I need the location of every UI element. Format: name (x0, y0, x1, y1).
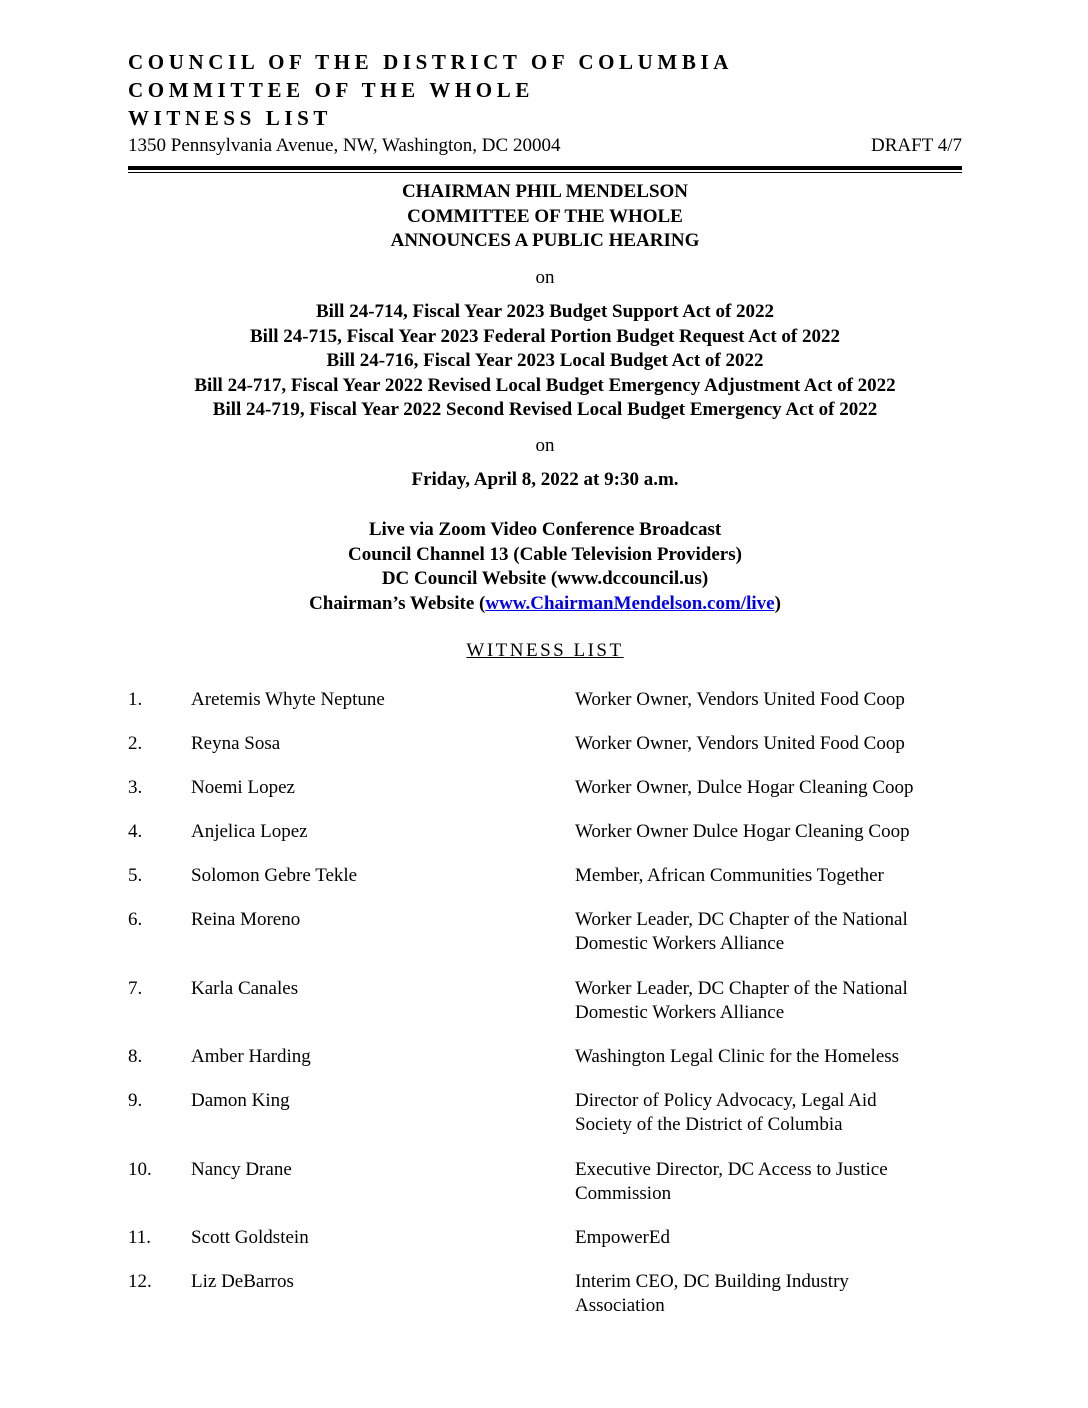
bill-item: Bill 24-717, Fiscal Year 2022 Revised Local Budget Emergency Adjustment Act of 2022 (194, 374, 896, 396)
witness-name: Nancy Drane (191, 1159, 292, 1180)
hearing-datetime: Friday, April 8, 2022 at 9:30 a.m. (411, 469, 679, 490)
witness-name: Scott Goldstein (191, 1227, 309, 1248)
witness-number: 12. (128, 1271, 152, 1292)
bill-item: Bill 24-714, Fiscal Year 2023 Budget Support Act of 2022 (315, 301, 775, 322)
affiliation-line: Domestic Workers Alliance (575, 933, 785, 954)
broadcast-line: Council Channel 13 (Cable Television Providers) (348, 543, 742, 565)
witness-affiliation (575, 977, 975, 1025)
witness-number: 11. (128, 1227, 152, 1248)
broadcast-line: DC Council Website (www.dccouncil.us) (381, 568, 709, 589)
witness-affiliation (575, 864, 975, 888)
witness-number: 9. (128, 1090, 143, 1111)
affiliation-line: Member, African Communities Together (575, 865, 884, 886)
witness-affiliation (575, 1226, 975, 1250)
broadcast-info (128, 518, 962, 616)
committee-line: COMMITTEE OF THE WHOLE (407, 205, 683, 227)
document-page (128, 48, 962, 1316)
affiliation-line: Worker Owner, Vendors United Food Coop (575, 689, 905, 710)
witness-number: 8. (128, 1046, 143, 1067)
witness-name: Reyna Sosa (191, 733, 281, 754)
witness-number: 4. (128, 821, 143, 842)
witness-affiliation (575, 1045, 975, 1069)
witness-name: Karla Canales (191, 978, 299, 999)
witness-name: Reina Moreno (191, 909, 301, 930)
affiliation-line: Association (575, 1295, 665, 1316)
affiliation-line: Society of the District of Columbia (575, 1114, 843, 1135)
broadcast-line: Live via Zoom Video Conference Broadcast (368, 519, 722, 540)
witness-number: 1. (128, 689, 143, 710)
witness-affiliation (575, 1158, 975, 1206)
affiliation-line: EmpowerEd (575, 1227, 670, 1248)
witness-affiliation (575, 732, 975, 756)
witness-number: 10. (128, 1159, 152, 1180)
on-text-1: on (535, 267, 555, 288)
affiliation-line: Executive Director, DC Access to Justice (575, 1159, 888, 1180)
affiliation-line: Worker Owner, Dulce Hogar Cleaning Coop (575, 777, 914, 798)
witness-number: 3. (128, 777, 143, 798)
chairman-line: CHAIRMAN PHIL MENDELSON (401, 181, 689, 202)
affiliation-line: Washington Legal Clinic for the Homeless (575, 1046, 900, 1067)
affiliation-line: Interim CEO, DC Building Industry (575, 1271, 849, 1292)
committee-name: COMMITTEE OF THE WHOLE (128, 78, 534, 102)
witness-affiliation (575, 908, 975, 956)
announces-line: ANNOUNCES A PUBLIC HEARING (390, 230, 700, 251)
chairman-website-line: Chairman’s Website (www.ChairmanMendelson.com/live) (309, 592, 781, 614)
witness-affiliation (575, 1089, 975, 1137)
affiliation-line: Worker Owner Dulce Hogar Cleaning Coop (575, 821, 910, 842)
bill-item: Bill 24-716, Fiscal Year 2023 Local Budget Act of 2022 (326, 350, 764, 371)
witness-name: Damon King (191, 1090, 290, 1111)
document-type: WITNESS LIST (128, 106, 333, 130)
witness-name: Noemi Lopez (191, 777, 295, 798)
affiliation-line: Worker Owner, Vendors United Food Coop (575, 733, 905, 754)
letterhead (128, 48, 962, 173)
on-text-2: on (535, 435, 555, 456)
witness-name: Solomon Gebre Tekle (191, 865, 358, 886)
bill-list (128, 300, 962, 423)
witness-affiliation (575, 776, 975, 800)
bill-item: Bill 24-719, Fiscal Year 2022 Second Revised Local Budget Emergency Act of 2022 (212, 399, 878, 420)
chairman-website-link[interactable]: www.ChairmanMendelson.com/live (485, 592, 775, 614)
witness-number: 5. (128, 865, 143, 886)
council-name: COUNCIL OF THE DISTRICT OF COLUMBIA (128, 50, 733, 74)
witness-name: Anjelica Lopez (191, 821, 308, 842)
witness-list-title: WITNESS LIST (466, 640, 624, 661)
witness-name: Amber Harding (191, 1046, 311, 1067)
witness-name: Aretemis Whyte Neptune (191, 689, 385, 710)
affiliation-line: Commission (575, 1183, 672, 1204)
header-rule-thick (128, 166, 962, 170)
address: 1350 Pennsylvania Avenue, NW, Washington, DC 20004 (128, 135, 561, 156)
witness-name: Liz DeBarros (191, 1271, 294, 1292)
affiliation-line: Worker Leader, DC Chapter of the National (575, 978, 908, 999)
announcement-heading (128, 180, 962, 254)
affiliation-line: Worker Leader, DC Chapter of the National (575, 909, 908, 930)
witness-number: 7. (128, 978, 143, 999)
witness-affiliation (575, 820, 975, 844)
header-rule-thin (128, 172, 962, 173)
affiliation-line: Director of Policy Advocacy, Legal Aid (575, 1090, 877, 1111)
witness-affiliation (575, 1270, 975, 1318)
affiliation-line: Domestic Workers Alliance (575, 1002, 785, 1023)
witness-number: 2. (128, 733, 143, 754)
bill-item: Bill 24-715, Fiscal Year 2023 Federal Portion Budget Request Act of 2022 (250, 325, 840, 347)
witness-number: 6. (128, 909, 143, 930)
address-row (128, 134, 962, 158)
witness-affiliation (575, 688, 975, 712)
draft-label: DRAFT 4/7 (871, 135, 962, 156)
